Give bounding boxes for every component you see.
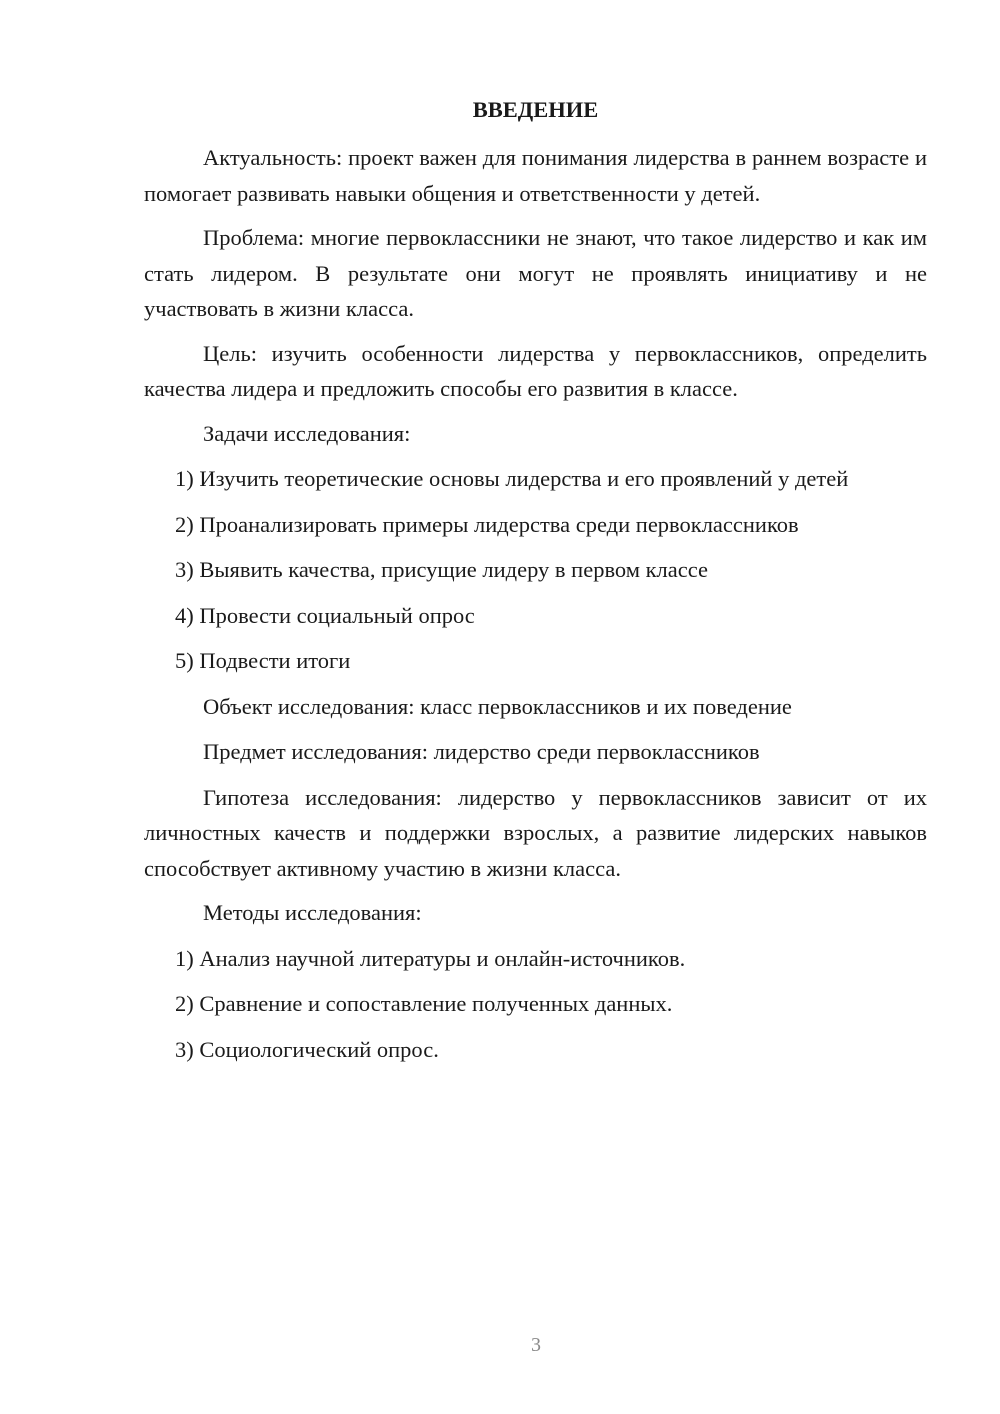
subject-paragraph: Предмет исследования: лидерство среди первоклассников — [203, 739, 760, 764]
problem-paragraph: Проблема: многие первоклассники не знают, что такое лидерство и как им стать лидером. В результате они могут не проявлять инициативу и не участвовать в жизни класса. — [144, 225, 927, 321]
hypothesis-paragraph: Гипотеза исследования: лидерство у первоклассников зависит от их личностных качеств и поддержки взрослых, а развитие лидерских навыков способствует активному участию в жизни класса. — [144, 784, 927, 881]
method-item-1: 1) Анализ научной литературы и онлайн-источников. — [175, 945, 686, 971]
task-item-4: 4) Провести социальный опрос — [175, 602, 475, 628]
task-item-2: 2) Проанализировать примеры лидерства среди первоклассников — [175, 511, 799, 537]
methods-list — [144, 941, 927, 1068]
methods-title: Методы исследования: — [203, 900, 422, 925]
task-item-3: 3) Выявить качества, присущие лидеру в первом классе — [175, 557, 708, 582]
goal-paragraph: Цель: изучить особенности лидерства у первоклассников, определить качества лидера и предложить способы его развития в классе. — [144, 340, 927, 401]
relevance-paragraph: Актуальность: проект важен для понимания лидерства в раннем возрасте и помогает развивать навыки общения и ответственности у детей. — [144, 145, 927, 206]
tasks-list — [144, 461, 927, 679]
document-page — [144, 92, 927, 1077]
object-paragraph: Объект исследования: класс первоклассников и их поведение — [203, 693, 792, 719]
section-heading: ВВЕДЕНИЕ — [472, 97, 599, 122]
method-item-3: 3) Социологический опрос. — [175, 1036, 439, 1062]
page-number: 3 — [531, 1334, 541, 1356]
method-item-2: 2) Сравнение и сопоставление полученных данных. — [175, 991, 673, 1016]
task-item-1: 1) Изучить теоретические основы лидерства и его проявлений у детей — [175, 466, 849, 491]
tasks-title: Задачи исследования: — [203, 420, 411, 446]
task-item-5: 5) Подвести итоги — [175, 648, 351, 673]
